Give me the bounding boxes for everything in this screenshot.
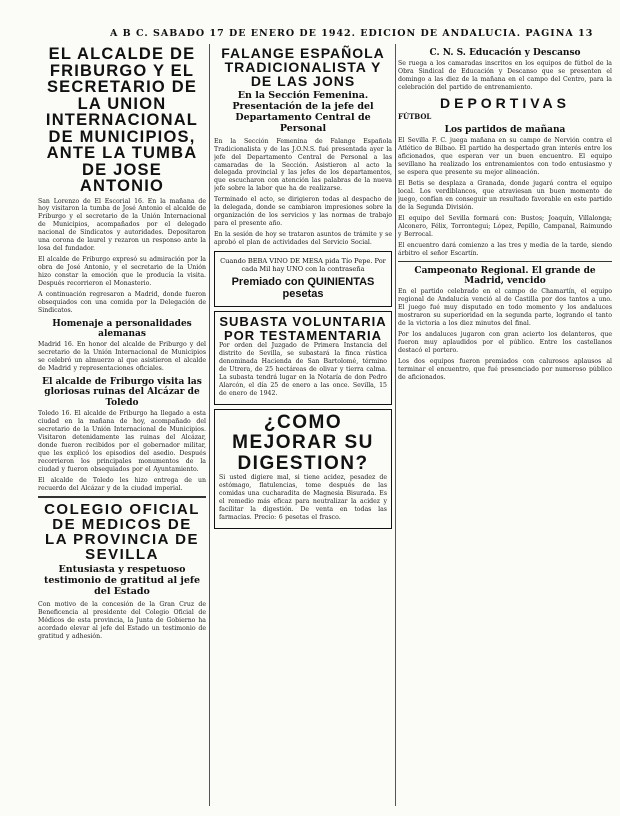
article-paragraph: El Betis se desplaza a Granada, donde jugará contra el equipo local. Los verdiblancos, que atraviesan un buen momento de juego, confían en conseguir un resultado favorable en este partido de la Segunda División. (398, 180, 612, 211)
auction-advertisement (214, 311, 392, 405)
column-2 (214, 44, 392, 808)
subheadline: Homenaje a personalidades alemanas (52, 318, 192, 339)
subheadline: Los partidos de mañana (444, 125, 566, 136)
ad-prize: Premiado con QUINIENTAS pesetas (231, 275, 375, 300)
article-paragraph: Toledo 16. El alcalde de Friburgo ha llegado a esta ciudad en la mañana de hoy, acompañado del secretario de la Unión Internacional de Municipios. Visitaron detenidamente las ruinas del Alcázar, donde fueron recibidos por el gobernador militar, que les explicó los episodios del asedio. Después recorrieron los principales monumentos de la ciudad y fueron obsequiados por el Ayuntamiento. (38, 410, 206, 473)
article-paragraph: Con motivo de la concesión de la Gran Cruz de Beneficencia al presidente del Colegio Oficial de Médicos de esta provincia, la Junta de Gobierno ha acordado elevar al jefe del Estado un testimonio de gratitud y adhesión. (38, 601, 206, 640)
article-subheadline: En la Sección Femenina. Presentación de la jefe del Departamento Central de Personal (232, 90, 374, 134)
article-paragraph: Terminado el acto, se dirigieron todas al despacho de la delegada, donde se cambiaron impresiones sobre la organización de los servicios y las normas de trabajo para el presente año. (214, 196, 392, 228)
column-1 (38, 44, 206, 808)
subheadline: Campeonato Regional. El grande de Madrid, vencido (414, 265, 596, 286)
digestion-advertisement (214, 409, 392, 529)
wine-advertisement (214, 251, 392, 307)
column-rule-2 (395, 44, 396, 806)
article-paragraph: El alcalde de Toledo les hizo entrega de un recuerdo del Alcázar y de la ciudad imperial. (38, 476, 206, 492)
article-headline: EL ALCALDE DE FRIBURGO Y EL SECRETARIO DE LA UNION INTERNACIONAL DE MUNICIPIOS, ANTE LA TUMBA DE JOSE ANTONIO (45, 45, 199, 195)
article-paragraph: El alcalde de Friburgo expresó su admiración por la obra de José Antonio, y el secretario de la Unión hizo constar la emoción que le producía la visita. Después recorrieron el Monasterio. (38, 256, 206, 287)
section-tag: FÚTBOL (398, 112, 432, 122)
article-paragraph: En la Sección Femenina de Falange Española Tradicionalista y de las J.O.N.S. fué presentada ayer la jefe del Departamento Central de Personal a las camaradas de la Sección. Asistieron al acto la delegada provincial y las jefes de los departamentos, que escucharon con atención las palabras de la nueva jefe sobre la labor que ha de realizarse. (214, 137, 392, 193)
article-paragraph: En la sesión de hoy se trataron asuntos de trámite y se aprobó el plan de actividades del Servicio Social. (214, 231, 392, 246)
article-paragraph: Por los andaluces jugaron con gran acierto los delanteros, que fueron muy aplaudidos por el público. Entre los castellanos destacó el portero. (398, 330, 612, 354)
article-paragraph: Madrid 16. En honor del alcalde de Friburgo y del secretario de la Unión Internacional de Municipios se celebró un almuerzo al que asistieron el alcalde de Madrid y representaciones oficiales. (38, 341, 206, 373)
ad-text: Si usted digiere mal, si tiene acidez, pesadez de estómago, flatulencias, tome después de las comidas una cucharadita de Magnesia Bisurada. Es el remedio más eficaz para neutralizar la acidez y facilitar la digestión. De venta en todas las farmacias. Precio: 6 pesetas el frasco. (219, 474, 387, 521)
article-paragraph: El Sevilla F. C. juega mañana en su campo de Nervión contra el Atlético de Bilbao. El partido ha despertado gran interés entre los aficionados, que esperan ver un buen encuentro. El equipo sevillano ha realizado los entrenamientos con todo entusiasmo y se espera que presente su mejor alineación. (398, 137, 612, 177)
column-rule-1 (209, 44, 210, 806)
article-paragraph: En el partido celebrado en el campo de Chamartín, el equipo regional de Andalucía venció al de Castilla por dos tantos a uno. El juego fué muy disputado en todo momento y los andaluces mostraron su superioridad en la segunda parte, logrando el tanto de la victoria a los diez minutos del final. (398, 288, 612, 327)
article-paragraph: Los dos equipos fueron premiados con calurosos aplausos al terminar el encuentro, que fué presenciado por numeroso público de aficionados. (398, 357, 612, 381)
article-paragraph: Se ruega a los camaradas inscritos en los equipos de fútbol de la Obra Sindical de Educación y Descanso que se presenten el domingo a las diez de la mañana en el campo del Centro, para la celebración del partido de entrenamiento. (398, 60, 612, 92)
section-header: DEPORTIVAS (440, 95, 570, 112)
running-head: A B C. SABADO 17 DE ENERO DE 1942. EDICION DE ANDALUCIA. PAGINA 13 (110, 28, 594, 39)
subheadline: C. N. S. Educación y Descanso (429, 48, 581, 58)
subheadline: El alcalde de Friburgo visita las gloriosas ruinas del Alcázar de Toledo (42, 377, 202, 408)
ad-text: Por orden del Juzgado de Primera Instancia del distrito de Sevilla, se subastará la finca rústica denominada Hacienda de San Bartolomé, término de Utrera, de 25 hectáreas de olivar y tierra calma. La subasta tendrá lugar en la Notaría de don Pedro Alarcón, el día 25 de enero a las once. Sevilla, 15 de enero de 1942. (219, 342, 387, 397)
article-paragraph: El equipo del Sevilla formará con: Bustos; Joaquín, Villalonga; Alconero, Félix, Torrontegui; López, Pepillo, Campanal, Raimundo y Berrocal. (398, 214, 612, 238)
divider (398, 261, 612, 262)
column-3 (398, 44, 612, 808)
article-paragraph: A continuación regresaron a Madrid, donde fueron obsequiados con una comida por la Delegación de Sindicatos. (38, 290, 206, 314)
ad-headline: ¿COMO MEJORAR SU DIGESTION? (232, 411, 374, 474)
article-headline: FALANGE ESPAÑOLA TRADICIONALISTA Y DE LAS JONS (221, 45, 385, 89)
ad-line: Cuando BEBA VINO DE MESA pida Tío Pepe. Por cada Mil hay UNO con la contraseña (220, 256, 386, 273)
article-paragraph: El encuentro dará comienzo a las tres y media de la tarde, siendo árbitro el señor Escartín. (398, 241, 612, 257)
article-paragraph: San Lorenzo de El Escorial 16. En la mañana de hoy visitaron la tumba de José Antonio el alcalde de Friburgo y el secretario de la Unión Internacional de Municipios, acompañados por el delegado nacional de Sindicatos y autoridades. Depositaron una corona de laurel y rezaron un responso ante la losa del fundador. (38, 197, 206, 253)
article-headline: COLEGIO OFICIAL DE MEDICOS DE LA PROVINCIA DE SEVILLA (44, 501, 200, 564)
ad-headline: SUBASTA VOLUNTARIA POR TESTAMENTARIA (219, 313, 387, 343)
article-subheadline: Entusiasta y respetuoso testimonio de gratitud al jefe del Estado (43, 564, 201, 598)
divider (38, 496, 206, 498)
